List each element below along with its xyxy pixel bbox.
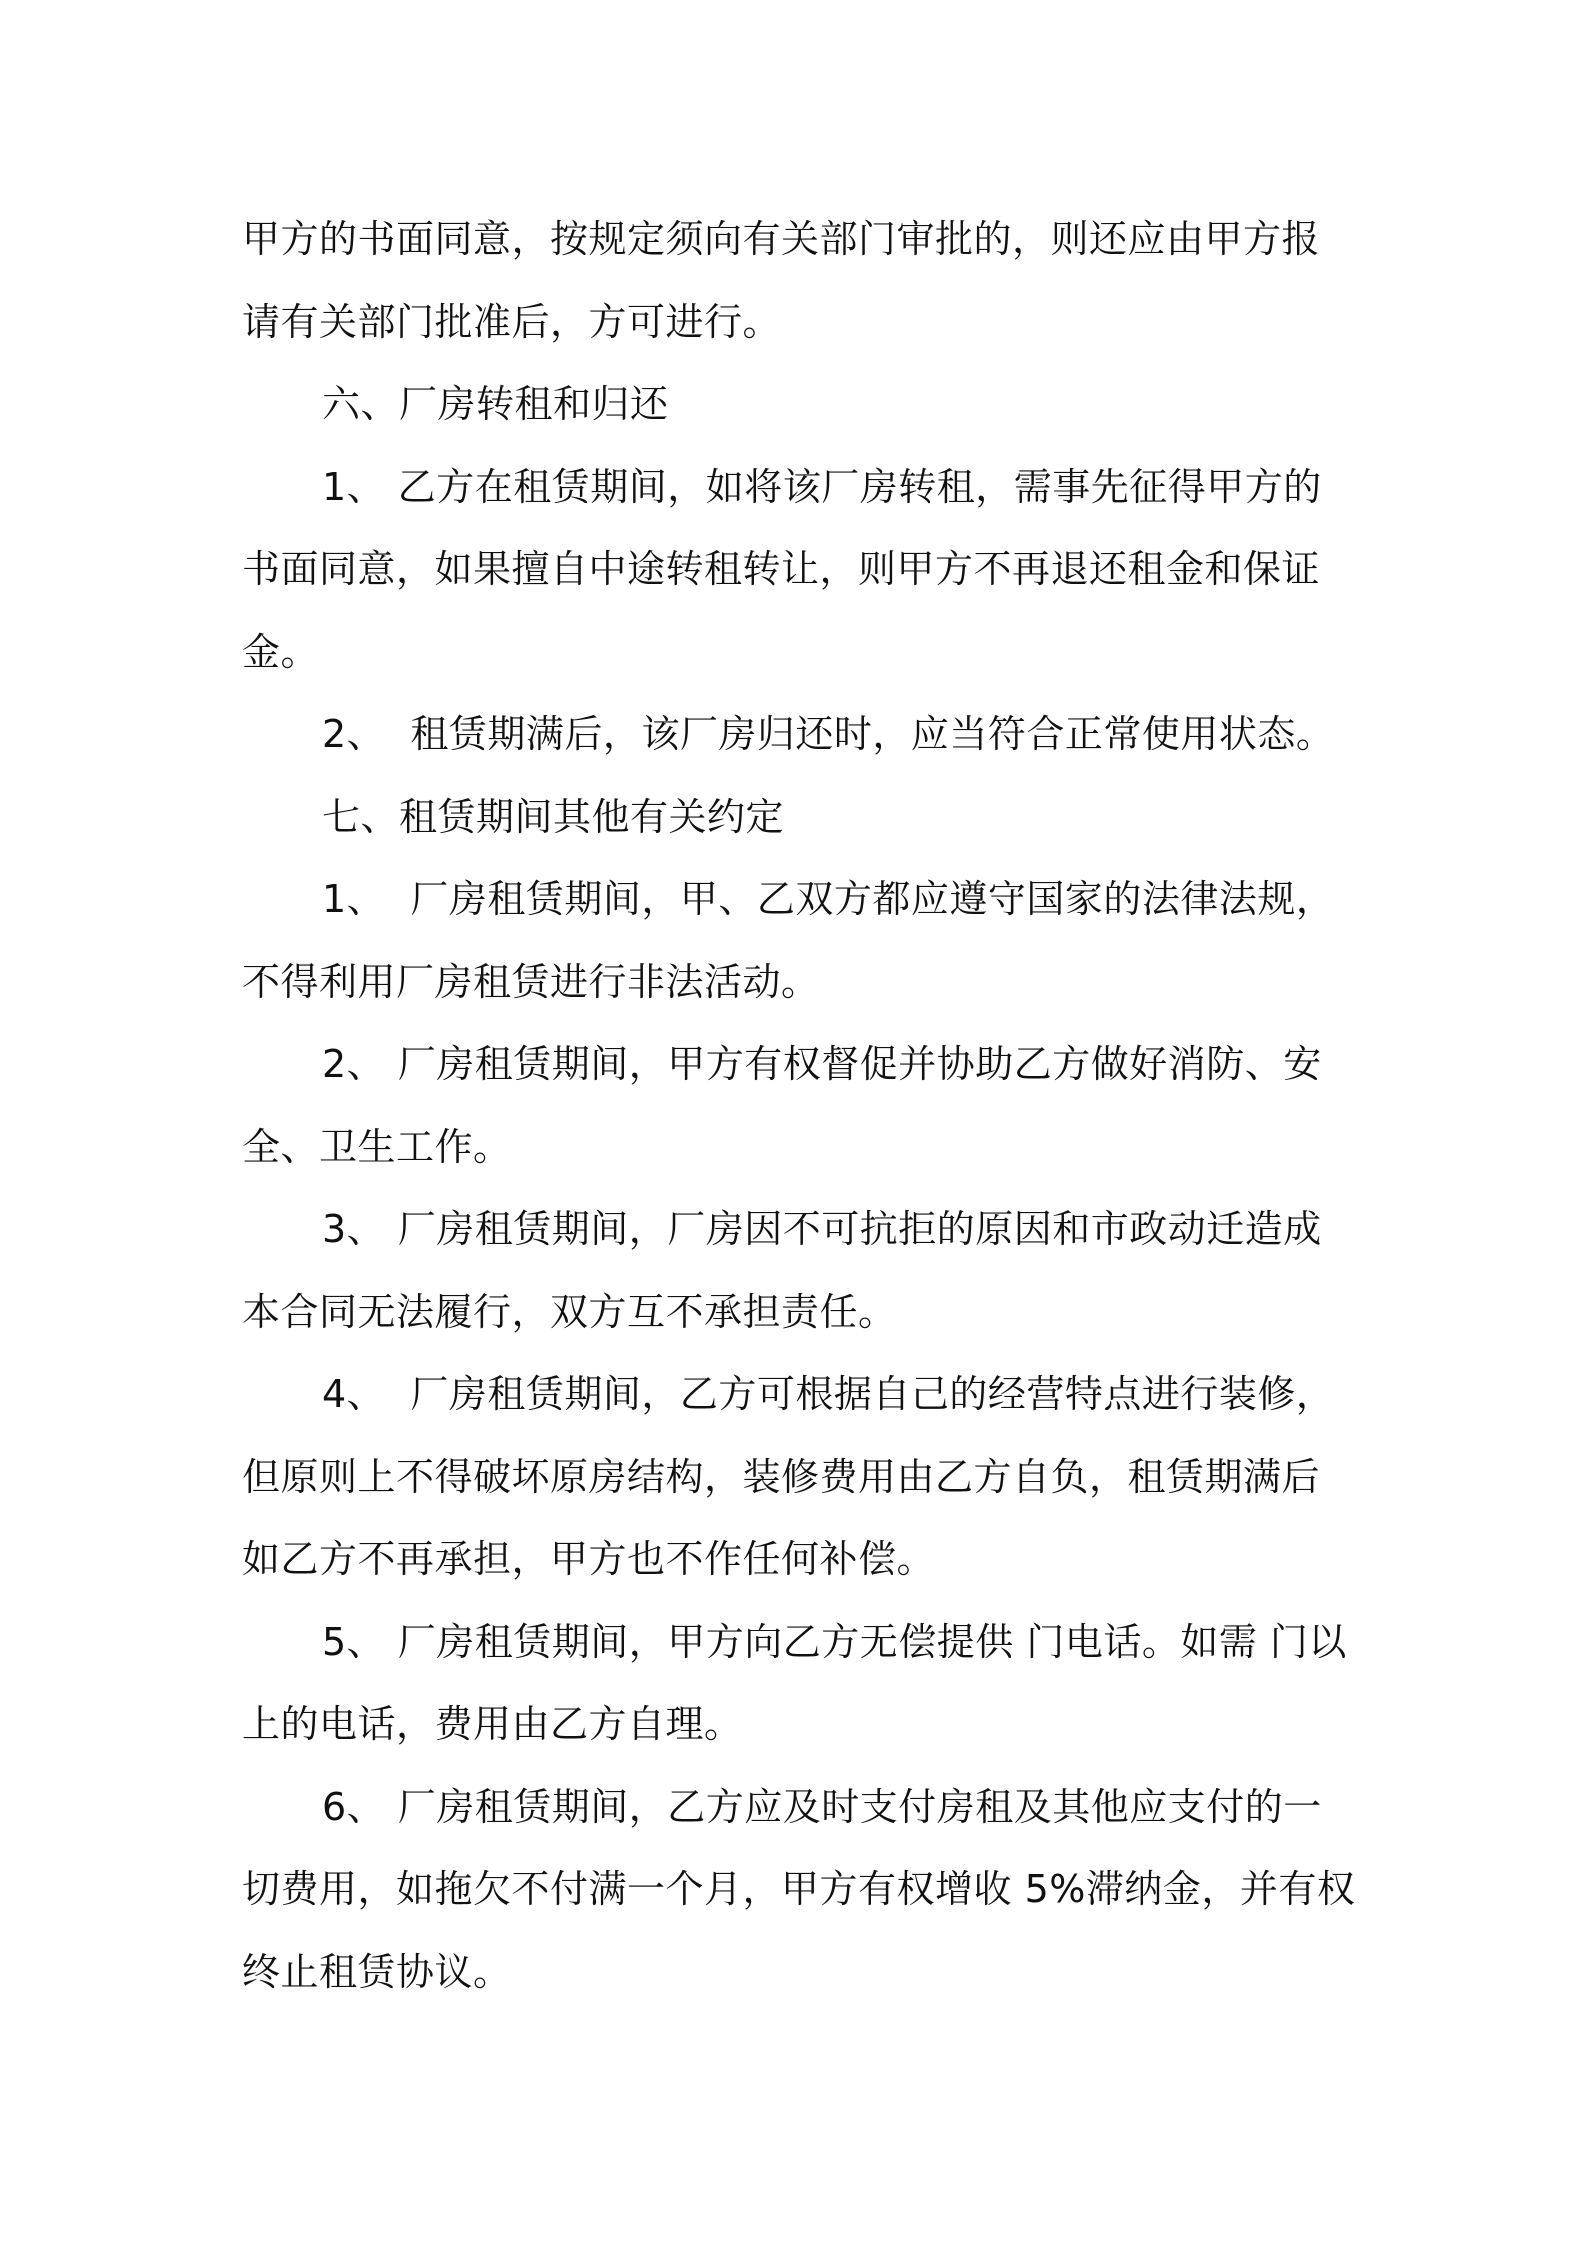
- document-body: [242, 198, 1358, 2013]
- section-heading-six: 六、厂房转租和归还: [322, 382, 669, 426]
- clause-7-1: 1、 厂房租赁期间，甲、乙双方都应遵守国家的法律法规，不得利用厂房租赁进行非法活动。: [242, 877, 1335, 1004]
- paragraph-continuation: 甲方的书面同意，按规定须向有关部门审批的，则还应由甲方报请有关部门批准后，方可进行。: [242, 217, 1321, 344]
- clause-7-3: 3、 厂房租赁期间，厂房因不可抗拒的原因和市政动迁造成本合同无法履行，双方互不承担责任。: [242, 1207, 1322, 1334]
- clause-6-1: 1、 乙方在租赁期间，如将该厂房转租，需事先征得甲方的书面同意，如果擅自中途转租转让，则甲方不再退还租金和保证金。: [242, 464, 1322, 674]
- clause-6-2: 2、 租赁期满后，该厂房归还时，应当符合正常使用状态。: [322, 712, 1335, 756]
- section-heading-seven: 七、租赁期间其他有关约定: [322, 794, 785, 839]
- clause-7-4: 4、 厂房租赁期间，乙方可根据自己的经营特点进行装修，但原则上不得破坏原房结构，装修费用由乙方自负，租赁期满后如乙方不再承担，甲方也不作任何补偿。: [242, 1372, 1335, 1581]
- clause-7-2: 2、 厂房租赁期间，甲方有权督促并协助乙方做好消防、安全、卫生工作。: [242, 1042, 1322, 1169]
- clause-7-6: 6、 厂房租赁期间，乙方应及时支付房租及其他应支付的一切费用，如拖欠不付满一个月，甲方有权增收 5%滞纳金，并有权终止租赁协议。: [242, 1784, 1356, 1994]
- clause-7-5: 5、 厂房租赁期间，甲方向乙方无偿提供 门电话。如需 门以上的电话，费用由乙方自理。: [242, 1619, 1347, 1746]
